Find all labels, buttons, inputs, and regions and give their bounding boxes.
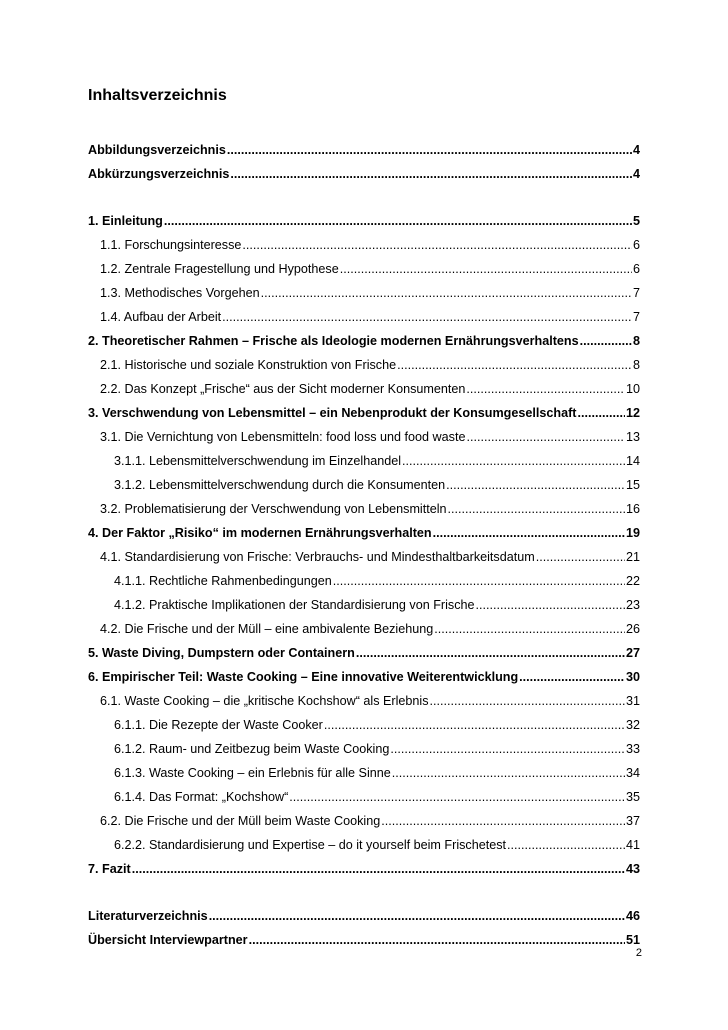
toc-front-matter bbox=[88, 138, 640, 186]
toc-entry-page-number: 51 bbox=[625, 933, 640, 947]
toc-entry[interactable] bbox=[88, 305, 640, 329]
toc-entry-label: Abkürzungsverzeichnis bbox=[88, 167, 230, 181]
dot-leader bbox=[333, 569, 625, 593]
dot-leader bbox=[324, 713, 625, 737]
dot-leader bbox=[392, 761, 625, 785]
toc-entry-label: Übersicht Interviewpartner bbox=[88, 933, 248, 947]
toc-entry-label: 3.1.2. Lebensmittelverschwendung durch die Konsumenten bbox=[114, 478, 446, 492]
toc-entry[interactable] bbox=[88, 857, 640, 881]
toc-entry-page-number: 8 bbox=[632, 358, 640, 372]
toc-entry-page-number: 19 bbox=[625, 526, 640, 540]
toc-entry-page-number: 31 bbox=[625, 694, 640, 708]
toc-entry-label: 4.2. Die Frische und der Müll – eine ambivalente Beziehung bbox=[100, 622, 434, 636]
toc-entry-label: 7. Fazit bbox=[88, 862, 131, 876]
dot-leader bbox=[340, 257, 632, 281]
toc-entry-label: 1.3. Methodisches Vorgehen bbox=[100, 286, 260, 300]
toc-entry-label: 4.1.2. Praktische Implikationen der Standardisierung von Frische bbox=[114, 598, 475, 612]
toc-entry-page-number: 23 bbox=[625, 598, 640, 612]
toc-entry-page-number: 22 bbox=[625, 574, 640, 588]
toc-entry-label: 4. Der Faktor „Risiko“ im modernen Ernährungsverhalten bbox=[88, 526, 432, 540]
dot-leader bbox=[397, 353, 632, 377]
dot-leader bbox=[227, 138, 632, 162]
toc-entry-label: 3. Verschwendung von Lebensmittel – ein Nebenprodukt der Konsumgesellschaft bbox=[88, 406, 577, 420]
toc-entry-page-number: 6 bbox=[632, 238, 640, 252]
dot-leader bbox=[289, 785, 625, 809]
toc-entry-page-number: 30 bbox=[625, 670, 640, 684]
toc-entry-page-number: 21 bbox=[625, 550, 640, 564]
dot-leader bbox=[242, 233, 632, 257]
toc-entry[interactable] bbox=[88, 785, 640, 809]
toc-entry-label: 2. Theoretischer Rahmen – Frische als Ideologie modernen Ernährungsverhaltens bbox=[88, 334, 579, 348]
toc-entry[interactable] bbox=[88, 233, 640, 257]
toc-entry-label: 3.1. Die Vernichtung von Lebensmitteln: food loss und food waste bbox=[100, 430, 466, 444]
toc-entry-page-number: 8 bbox=[632, 334, 640, 348]
toc-entry-label: 3.1.1. Lebensmittelverschwendung im Einzelhandel bbox=[114, 454, 402, 468]
dot-leader bbox=[402, 449, 625, 473]
dot-leader bbox=[466, 425, 625, 449]
toc-entry[interactable] bbox=[88, 665, 640, 689]
toc-entry-label: 6.1.4. Das Format: „Kochshow“ bbox=[114, 790, 289, 804]
dot-leader bbox=[381, 809, 625, 833]
toc-entry-page-number: 46 bbox=[625, 909, 640, 923]
toc-entry[interactable] bbox=[88, 473, 640, 497]
toc-entry[interactable] bbox=[88, 928, 640, 952]
toc-entry-page-number: 4 bbox=[632, 167, 640, 181]
dot-leader bbox=[446, 473, 625, 497]
dot-leader bbox=[132, 857, 625, 881]
toc-entry-label: Literaturverzeichnis bbox=[88, 909, 208, 923]
toc-entry[interactable] bbox=[88, 737, 640, 761]
toc-entry[interactable] bbox=[88, 713, 640, 737]
toc-entry-page-number: 6 bbox=[632, 262, 640, 276]
dot-leader bbox=[577, 401, 625, 425]
toc-entry[interactable] bbox=[88, 497, 640, 521]
toc-entry-page-number: 27 bbox=[625, 646, 640, 660]
toc-entry[interactable] bbox=[88, 425, 640, 449]
toc-entry[interactable] bbox=[88, 209, 640, 233]
toc-entry-page-number: 13 bbox=[625, 430, 640, 444]
toc-entry-page-number: 14 bbox=[625, 454, 640, 468]
dot-leader bbox=[164, 209, 632, 233]
toc-entry[interactable] bbox=[88, 329, 640, 353]
toc-entry-page-number: 5 bbox=[632, 214, 640, 228]
dot-leader bbox=[519, 665, 625, 689]
toc-entry-label: 2.1. Historische und soziale Konstruktion von Frische bbox=[100, 358, 397, 372]
toc-entry[interactable] bbox=[88, 569, 640, 593]
dot-leader bbox=[222, 305, 632, 329]
toc-entry-label: 6.1.3. Waste Cooking – ein Erlebnis für alle Sinne bbox=[114, 766, 391, 780]
toc-entry[interactable] bbox=[88, 353, 640, 377]
toc-entry-page-number: 41 bbox=[625, 838, 640, 852]
dot-leader bbox=[230, 162, 632, 186]
toc-chapters bbox=[88, 209, 640, 881]
dot-leader bbox=[466, 377, 625, 401]
dot-leader bbox=[507, 833, 625, 857]
toc-entry-label: 1.2. Zentrale Fragestellung und Hypothese bbox=[100, 262, 339, 276]
toc-entry-label: 1.1. Forschungsinteresse bbox=[100, 238, 242, 252]
toc-entry-page-number: 33 bbox=[625, 742, 640, 756]
toc-entry[interactable] bbox=[88, 521, 640, 545]
toc-entry-label: 6.1.2. Raum- und Zeitbezug beim Waste Cooking bbox=[114, 742, 390, 756]
dot-leader bbox=[580, 329, 632, 353]
toc-entry[interactable] bbox=[88, 401, 640, 425]
toc-entry-page-number: 16 bbox=[625, 502, 640, 516]
toc-entry[interactable] bbox=[88, 257, 640, 281]
toc-entry[interactable] bbox=[88, 617, 640, 641]
toc-entry-page-number: 43 bbox=[625, 862, 640, 876]
toc-entry[interactable] bbox=[88, 138, 640, 162]
toc-entry-page-number: 35 bbox=[625, 790, 640, 804]
toc-entry-label: 6.2.2. Standardisierung und Expertise – do it yourself beim Frischetest bbox=[114, 838, 507, 852]
toc-entry-label: 6.2. Die Frische und der Müll beim Waste Cooking bbox=[100, 814, 381, 828]
toc-entry[interactable] bbox=[88, 689, 640, 713]
toc-entry-label: 4.1.1. Rechtliche Rahmenbedingungen bbox=[114, 574, 332, 588]
toc-entry-label: 6.1. Waste Cooking – die „kritische Kochshow“ als Erlebnis bbox=[100, 694, 429, 708]
toc-entry[interactable] bbox=[88, 162, 640, 186]
toc-entry[interactable] bbox=[88, 641, 640, 665]
toc-entry[interactable] bbox=[88, 761, 640, 785]
toc-entry[interactable] bbox=[88, 377, 640, 401]
toc-entry-page-number: 15 bbox=[625, 478, 640, 492]
toc-entry[interactable] bbox=[88, 809, 640, 833]
toc-entry-label: 6.1.1. Die Rezepte der Waste Cooker bbox=[114, 718, 323, 732]
dot-leader bbox=[356, 641, 625, 665]
dot-leader bbox=[249, 928, 625, 952]
toc-entry-label: 3.2. Problematisierung der Verschwendung von Lebensmitteln bbox=[100, 502, 447, 516]
dot-leader bbox=[209, 904, 625, 928]
toc-entry[interactable] bbox=[88, 281, 640, 305]
toc-entry-page-number: 7 bbox=[632, 310, 640, 324]
toc-entry[interactable] bbox=[88, 904, 640, 928]
dot-leader bbox=[430, 689, 625, 713]
toc-entry-page-number: 32 bbox=[625, 718, 640, 732]
page-title: Inhaltsverzeichnis bbox=[88, 87, 227, 104]
toc-back-matter bbox=[88, 904, 640, 952]
toc-entry-label: 6. Empirischer Teil: Waste Cooking – Eine innovative Weiterentwicklung bbox=[88, 670, 519, 684]
dot-leader bbox=[476, 593, 625, 617]
toc-entry-label: 5. Waste Diving, Dumpstern oder Containern bbox=[88, 646, 355, 660]
toc-entry-page-number: 34 bbox=[625, 766, 640, 780]
toc-entry[interactable] bbox=[88, 449, 640, 473]
toc-entry-label: 1.4. Aufbau der Arbeit bbox=[100, 310, 222, 324]
toc-entry-page-number: 7 bbox=[632, 286, 640, 300]
toc-entry[interactable] bbox=[88, 545, 640, 569]
dot-leader bbox=[261, 281, 632, 305]
toc-entry-label: 2.2. Das Konzept „Frische“ aus der Sicht moderner Konsumenten bbox=[100, 382, 466, 396]
toc-entry[interactable] bbox=[88, 833, 640, 857]
toc-entry-page-number: 10 bbox=[625, 382, 640, 396]
toc-entry-label: Abbildungsverzeichnis bbox=[88, 143, 226, 157]
dot-leader bbox=[536, 545, 625, 569]
dot-leader bbox=[434, 617, 625, 641]
toc-entry[interactable] bbox=[88, 593, 640, 617]
toc-entry-label: 4.1. Standardisierung von Frische: Verbrauchs- und Mindesthaltbarkeitsdatum bbox=[100, 550, 535, 564]
page-number: 2 bbox=[635, 947, 642, 959]
toc-entry-page-number: 37 bbox=[625, 814, 640, 828]
dot-leader bbox=[433, 521, 625, 545]
dot-leader bbox=[390, 737, 625, 761]
dot-leader bbox=[448, 497, 625, 521]
toc-entry-label: 1. Einleitung bbox=[88, 214, 163, 228]
toc-entry-page-number: 12 bbox=[625, 406, 640, 420]
toc-entry-page-number: 4 bbox=[632, 143, 640, 157]
toc-entry-page-number: 26 bbox=[625, 622, 640, 636]
